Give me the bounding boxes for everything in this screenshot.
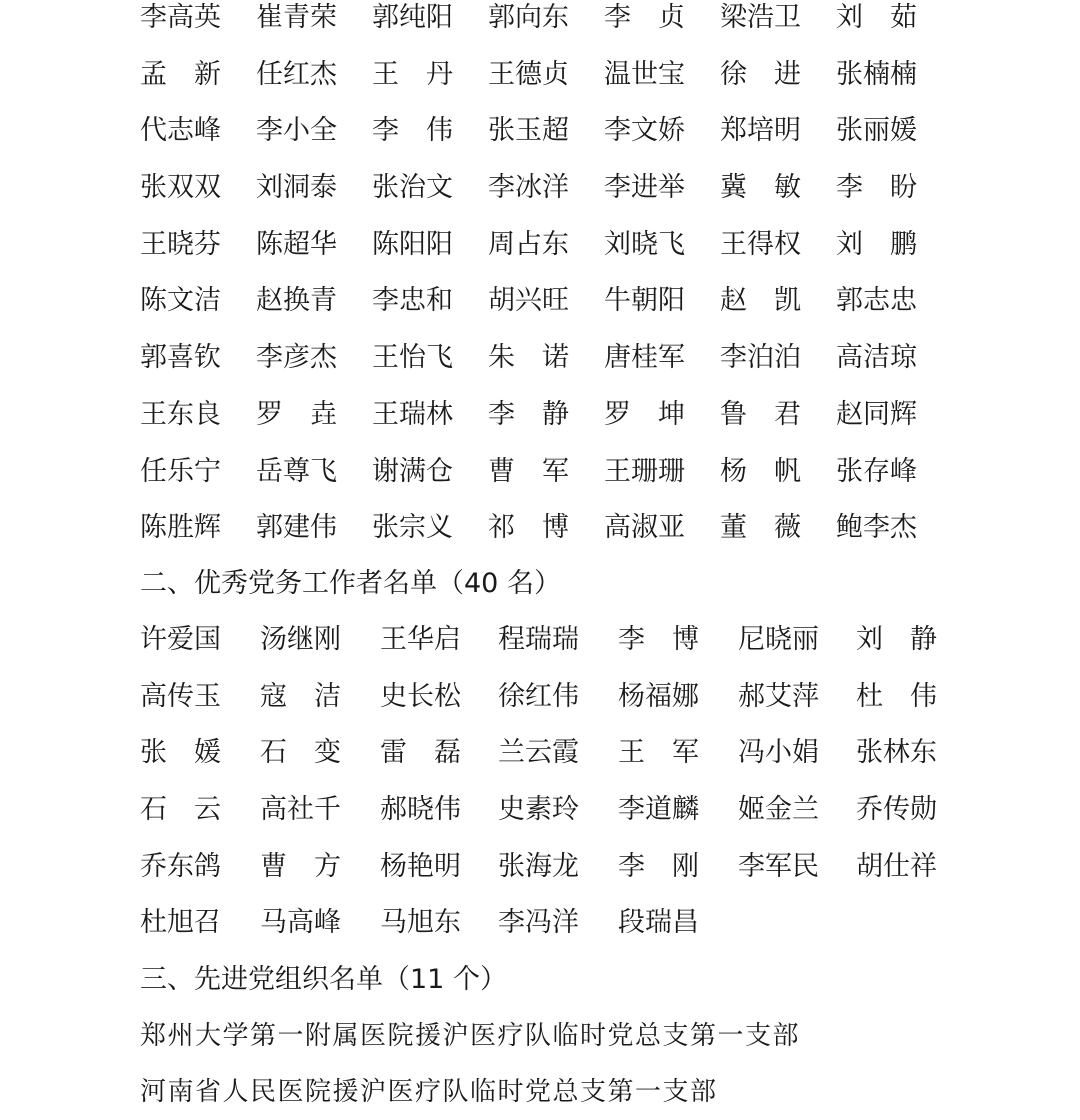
name-cell: 冀 敏 — [720, 172, 801, 204]
name-cell: 郭向东 — [488, 2, 569, 33]
name-cell: 陈文洁 — [140, 285, 221, 317]
name-cell: 李军民 — [738, 850, 819, 882]
name-cell: 郭建伟 — [256, 512, 337, 544]
name-cell: 杨福娜 — [618, 680, 699, 712]
name-cell: 冯小娟 — [738, 737, 819, 769]
name-cell: 李 静 — [488, 398, 569, 430]
name-cell: 赵换青 — [256, 285, 337, 317]
name-cell: 郭志忠 — [836, 285, 917, 317]
name-cell: 徐红伟 — [498, 680, 579, 712]
name-cell: 郭喜钦 — [140, 342, 221, 374]
name-cell: 张玉超 — [488, 115, 569, 147]
name-cell: 赵同辉 — [836, 398, 917, 430]
name-cell: 王华启 — [380, 624, 461, 655]
name-cell: 程瑞瑞 — [498, 624, 579, 655]
name-cell: 李冯洋 — [498, 907, 579, 939]
name-cell: 朱 诺 — [488, 342, 569, 374]
name-cell: 李文娇 — [604, 115, 685, 147]
name-cell: 郝艾萍 — [738, 680, 819, 712]
name-cell: 汤继刚 — [260, 624, 341, 655]
name-cell: 李进举 — [604, 172, 685, 204]
name-cell: 乔东鸽 — [140, 850, 221, 882]
name-cell: 姬金兰 — [738, 794, 819, 826]
name-cell: 杨 帆 — [720, 455, 801, 487]
name-cell: 陈阳阳 — [372, 228, 453, 260]
name-cell: 鲍李杰 — [836, 512, 917, 544]
name-cell: 李 盼 — [836, 172, 917, 204]
name-cell: 寇 洁 — [260, 680, 341, 712]
name-cell: 赵 凯 — [720, 285, 801, 317]
name-cell: 张 媛 — [140, 737, 221, 769]
name-cell: 马旭东 — [380, 907, 461, 939]
name-cell: 段瑞昌 — [618, 907, 699, 939]
name-cell: 李高英 — [140, 2, 221, 33]
name-cell: 祁 博 — [488, 512, 569, 544]
name-cell: 李 贞 — [604, 2, 685, 33]
name-cell: 王珊珊 — [604, 455, 685, 487]
name-cell: 岳尊飞 — [256, 455, 337, 487]
name-cell: 鲁 君 — [720, 398, 801, 430]
name-cell: 李 博 — [618, 624, 699, 655]
name-cell: 王瑞林 — [372, 398, 453, 430]
name-cell: 王得权 — [720, 228, 801, 260]
name-cell: 陈胜辉 — [140, 512, 221, 544]
name-cell: 陈超华 — [256, 228, 337, 260]
name-cell: 谢满仓 — [372, 455, 453, 487]
name-cell: 高淑亚 — [604, 512, 685, 544]
name-cell: 杜旭召 — [140, 907, 221, 939]
name-cell: 崔青荣 — [256, 2, 337, 33]
name-cell: 张海龙 — [498, 850, 579, 882]
name-cell: 兰云霞 — [498, 737, 579, 769]
name-cell: 任乐宁 — [140, 455, 221, 487]
section2-heading: 二、优秀党务工作者名单（40 名） — [140, 568, 561, 599]
name-cell: 胡兴旺 — [488, 285, 569, 317]
name-cell: 王 丹 — [372, 58, 453, 90]
name-cell: 胡仕祥 — [856, 850, 937, 882]
name-cell: 刘 鹏 — [836, 228, 917, 260]
name-cell: 马高峰 — [260, 907, 341, 939]
name-cell: 李 刚 — [618, 850, 699, 882]
name-cell: 张宗义 — [372, 512, 453, 544]
name-cell: 张双双 — [140, 172, 221, 204]
name-cell: 周占东 — [488, 228, 569, 260]
name-cell: 曹 方 — [260, 850, 341, 882]
organization-item: 河南省人民医院援沪医疗队临时党总支第一支部 — [140, 1077, 718, 1107]
name-cell: 李道麟 — [618, 794, 699, 826]
name-cell: 罗 坤 — [604, 398, 685, 430]
name-cell: 高社千 — [260, 794, 341, 826]
name-cell: 刘 茹 — [836, 2, 917, 33]
organization-item: 郑州大学第一附属医院援沪医疗队临时党总支第一支部 — [140, 1021, 801, 1051]
name-cell: 王晓芬 — [140, 228, 221, 260]
name-cell: 罗 垚 — [256, 398, 337, 430]
name-cell: 李小全 — [256, 115, 337, 147]
name-cell: 郭纯阳 — [372, 2, 453, 33]
name-cell: 王 军 — [618, 737, 699, 769]
name-cell: 乔传勋 — [856, 794, 937, 826]
name-cell: 王德贞 — [488, 58, 569, 90]
name-cell: 唐桂军 — [604, 342, 685, 374]
name-cell: 李冰洋 — [488, 172, 569, 204]
name-cell: 王怡飞 — [372, 342, 453, 374]
name-cell: 郝晓伟 — [380, 794, 461, 826]
name-cell: 张存峰 — [836, 455, 917, 487]
name-cell: 刘晓飞 — [604, 228, 685, 260]
name-cell: 李 伟 — [372, 115, 453, 147]
name-cell: 高传玉 — [140, 680, 221, 712]
name-cell: 石 变 — [260, 737, 341, 769]
name-cell: 徐 进 — [720, 58, 801, 90]
name-cell: 石 云 — [140, 794, 221, 826]
name-cell: 史素玲 — [498, 794, 579, 826]
name-cell: 孟 新 — [140, 58, 221, 90]
name-cell: 郑培明 — [720, 115, 801, 147]
name-cell: 雷 磊 — [380, 737, 461, 769]
name-cell: 任红杰 — [256, 58, 337, 90]
name-cell: 牛朝阳 — [604, 285, 685, 317]
name-cell: 曹 军 — [488, 455, 569, 487]
name-cell: 温世宝 — [604, 58, 685, 90]
name-cell: 张丽媛 — [836, 115, 917, 147]
name-cell: 张楠楠 — [836, 58, 917, 90]
name-cell: 李忠和 — [372, 285, 453, 317]
name-cell: 代志峰 — [140, 115, 221, 147]
name-cell: 董 薇 — [720, 512, 801, 544]
section3-heading: 三、先进党组织名单（11 个） — [140, 964, 507, 995]
name-cell: 张林东 — [856, 737, 937, 769]
name-cell: 杜 伟 — [856, 680, 937, 712]
name-cell: 张治文 — [372, 172, 453, 204]
name-cell: 梁浩卫 — [720, 2, 801, 33]
name-cell: 尼晓丽 — [738, 624, 819, 655]
name-cell: 高洁琼 — [836, 342, 917, 374]
name-cell: 杨艳明 — [380, 850, 461, 882]
name-cell: 刘洞泰 — [256, 172, 337, 204]
name-cell: 许爱国 — [140, 624, 221, 655]
name-cell: 刘 静 — [856, 624, 937, 655]
name-cell: 史长松 — [380, 680, 461, 712]
name-cell: 李彦杰 — [256, 342, 337, 374]
name-cell: 王东良 — [140, 398, 221, 430]
name-cell: 李泊泊 — [720, 342, 801, 374]
